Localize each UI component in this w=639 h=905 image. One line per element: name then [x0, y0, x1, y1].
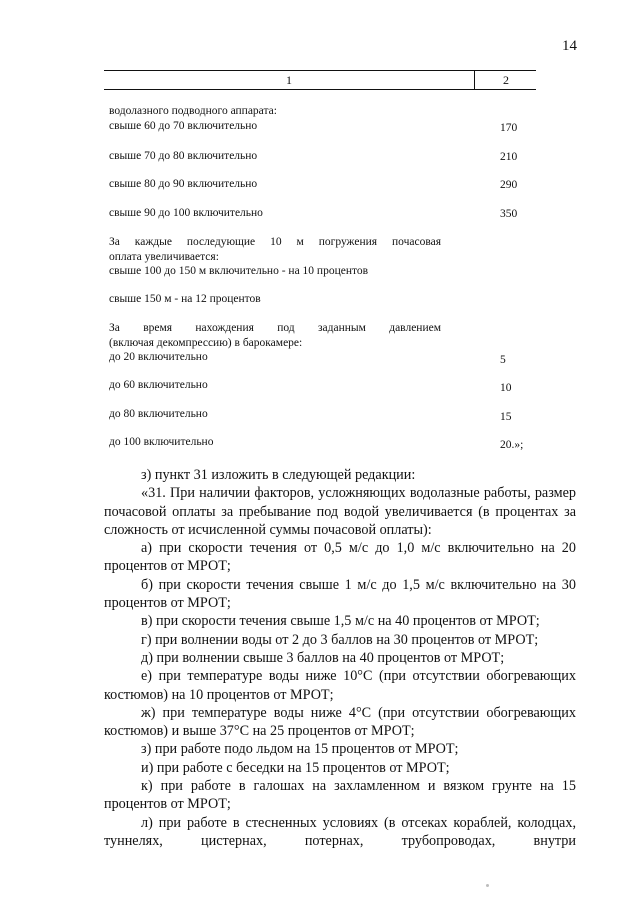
row-value: 10: [500, 382, 512, 394]
row-line: оплата увеличивается:: [109, 250, 219, 263]
row-line: За время нахождения под заданным давлением: [109, 322, 441, 334]
paragraph-g: г) при волнении воды от 2 до 3 баллов на 30 процентов от МРОТ;: [141, 631, 539, 648]
row-description: [109, 407, 441, 422]
row-description: [109, 378, 441, 393]
row-value: 290: [500, 179, 518, 191]
row-value: 170: [500, 122, 518, 134]
row-line: свыше 150 м - на 12 процентов: [109, 293, 261, 305]
row-description: [109, 104, 441, 133]
row-description: [109, 206, 441, 221]
row-line: до 80 включительно: [109, 408, 208, 420]
paragraph-v: в) при скорости течения свыше 1,5 м/с на 40 процентов от МРОТ;: [141, 613, 540, 630]
row-description: [109, 177, 441, 192]
row-line: За каждые последующие 10 м погружения почасовая: [109, 236, 441, 248]
paragraph-zh: ж) при температуре воды ниже 4°С (при отсутствии обогревающих костюмов) и выше 37°С на 25 процентов от МРОТ;: [104, 704, 576, 740]
row-description: [109, 149, 441, 164]
paragraph-31: «31. При наличии факторов, усложняющих водолазные работы, размер почасовой оплаты за пребывание под водой увеличивается (в процентах за сложность от исчисленной суммы почасовой оплаты):: [104, 485, 576, 538]
row-line: (включая декомпрессию) в барокамере:: [109, 336, 303, 349]
row-line: свыше 70 до 80 включительно: [109, 150, 258, 162]
paragraph-i: и) при работе с беседки на 15 процентов от МРОТ;: [141, 759, 450, 776]
row-line: свыше 100 до 150 м включительно - на 10 процентов: [109, 265, 369, 277]
row-value: 20.»;: [500, 439, 524, 451]
row-description: [109, 235, 441, 279]
paragraph-z: з) при работе подо льдом на 15 процентов от МРОТ;: [141, 741, 459, 758]
row-line: свыше 90 до 100 включительно: [109, 207, 263, 219]
row-line: водолазного подводного аппарата:: [109, 105, 277, 117]
page-number: 14: [562, 38, 577, 54]
row-value: 350: [500, 208, 518, 220]
row-description: [109, 292, 441, 307]
row-value: 5: [500, 354, 506, 366]
paragraph-b: б) при скорости течения свыше 1 м/с до 1,5 м/с включительно на 30 процентов от МРОТ;: [104, 576, 576, 612]
scan-speck: [486, 884, 489, 887]
paragraph-l: л) при работе в стесненных условиях (в отсеках кораблей, колодцах, туннелях, цистернах, потернах, трубопроводах, внутри: [104, 814, 576, 849]
column-header-1: 1: [286, 73, 292, 87]
row-line: свыше 80 до 90 включительно: [109, 178, 258, 190]
paragraph-d: д) при волнении свыше 3 баллов на 40 процентов от МРОТ;: [141, 649, 505, 666]
row-description: [109, 321, 441, 365]
row-line: свыше 60 до 70 включительно: [109, 119, 258, 132]
row-description: [109, 435, 441, 450]
table-header: [104, 70, 536, 90]
row-value: 210: [500, 151, 518, 163]
row-value: 15: [500, 411, 512, 423]
paragraph-z-intro: з) пункт 31 изложить в следующей редакции:: [141, 467, 416, 483]
row-line: до 20 включительно: [109, 351, 208, 363]
paragraph-k: к) при работе в галошах на захламленном и вязком грунте на 15 процентов от МРОТ;: [104, 778, 576, 813]
column-header-2: 2: [474, 71, 537, 89]
document-body: [104, 466, 576, 850]
paragraph-a: а) при скорости течения от 0,5 м/с до 1,0 м/с включительно на 20 процентов от МРОТ;: [104, 540, 576, 575]
row-line: до 60 включительно: [109, 379, 208, 391]
row-line: до 100 включительно: [109, 436, 214, 448]
paragraph-e: е) при температуре воды ниже 10°С (при отсутствии обогревающих костюмов) на 10 процентов от МРОТ;: [104, 668, 576, 703]
